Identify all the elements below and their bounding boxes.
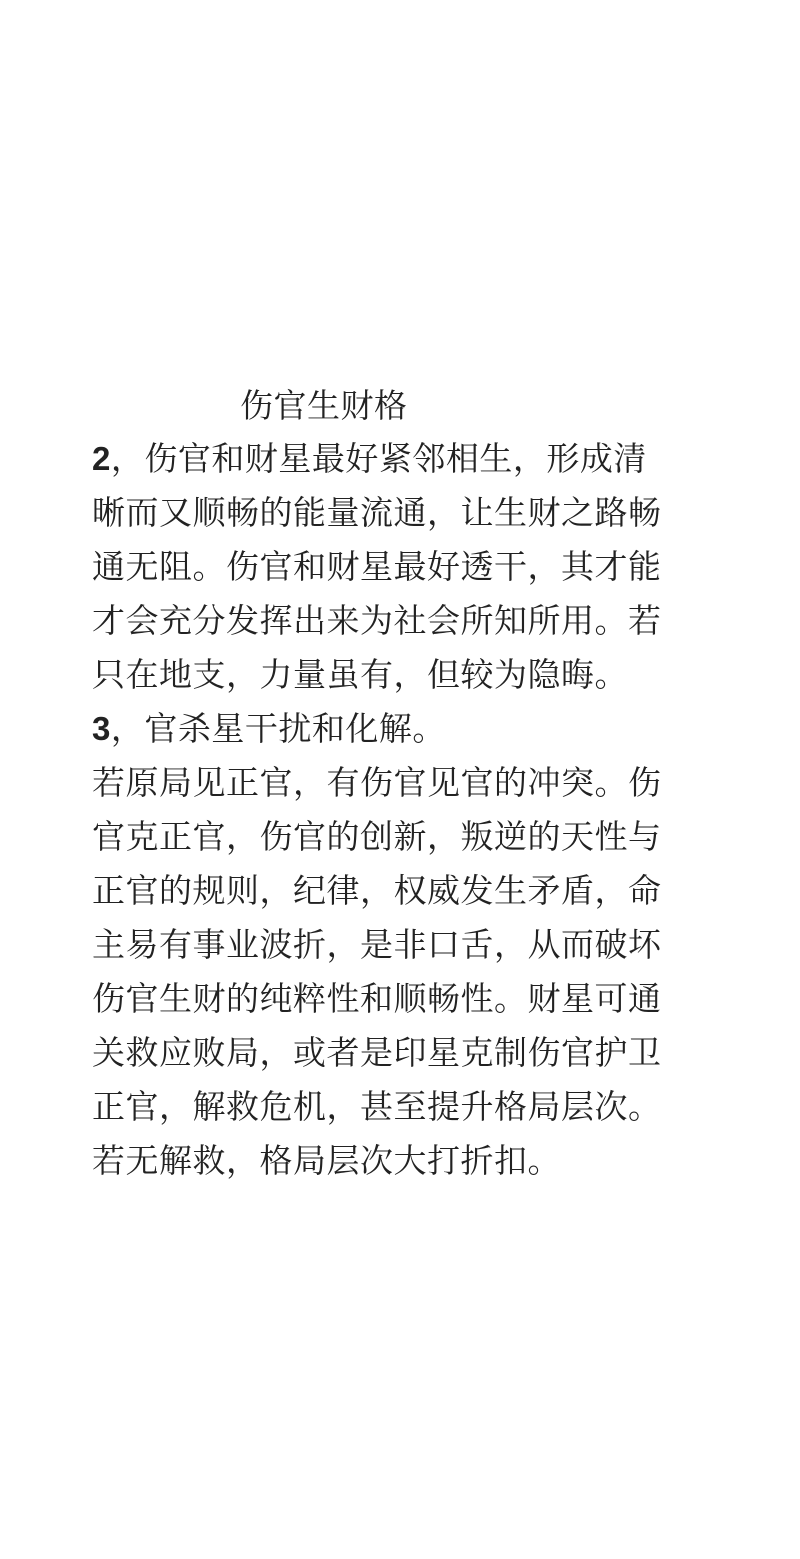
section-3-line-2: 官克正官，伤官的创新，叛逆的天性与 — [92, 817, 662, 856]
section-3-line-4: 主易有事业波折，是非口舌，从而破坏 — [92, 925, 662, 964]
section-3-heading — [92, 702, 702, 756]
section-2-line-3: 通无阻。伤官和财星最好透干，其才能 — [92, 547, 662, 586]
section-2-number: 2 — [92, 440, 111, 477]
section-3-line-5: 伤官生财的纯粹性和顺畅性。财星可通 — [92, 979, 662, 1018]
section-2-line-4: 才会充分发挥出来为社会所知所用。若 — [92, 601, 662, 640]
section-3-line-7: 正官，解救危机，甚至提升格局层次。 — [92, 1087, 662, 1126]
document-body — [92, 380, 702, 1188]
section-3-number: 3 — [92, 710, 111, 747]
section-2-line-2: 晰而又顺畅的能量流通，让生财之路畅 — [92, 493, 662, 532]
section-3-heading-text: ，官杀星干扰和化解。 — [110, 709, 446, 748]
document-title: 伤官生财格 — [240, 386, 408, 425]
section-3-line-1: 若原局见正官，有伤官见官的冲突。伤 — [92, 763, 662, 802]
section-2-line-1 — [92, 432, 702, 486]
section-2-line-1-text: ，伤官和财星最好紧邻相生，形成清 — [110, 439, 647, 478]
section-2-line-5: 只在地支，力量虽有，但较为隐晦。 — [92, 655, 628, 694]
section-3-line-8: 若无解救，格局层次大打折扣。 — [92, 1141, 561, 1180]
section-3-line-6: 关救应败局，或者是印星克制伤官护卫 — [92, 1033, 662, 1072]
section-3-line-3: 正官的规则，纪律，权威发生矛盾，命 — [92, 871, 662, 910]
